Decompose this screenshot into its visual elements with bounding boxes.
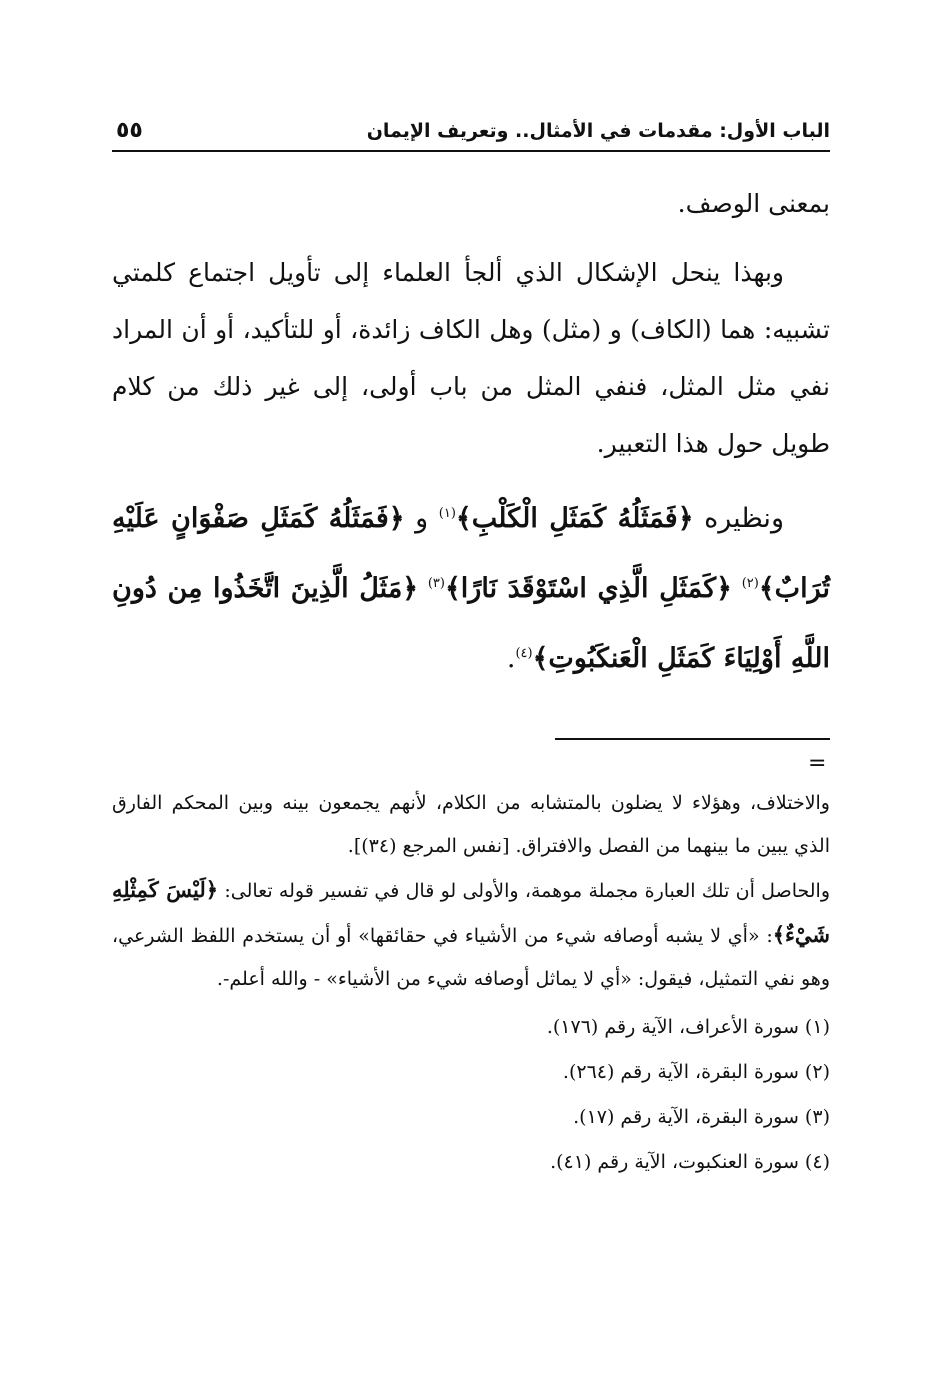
footnotes	[112, 782, 830, 1185]
footnote-continuation-mark: =	[808, 751, 827, 776]
paragraph-3-quran-examples	[112, 484, 830, 694]
paragraph-2: وبهذا ينحل الإشكال الذي ألجأ العلماء إلى تأويل اجتماع كلمتي تشبيه: هما (الكاف) و (مثل) وهل الكاف زائدة، أو للتأكيد، أو أن المراد نفي مثل المثل، فنفي المثل من باب أولى، إلى غير ذلك من كلام طويل حول هذا التعبير.	[112, 258, 830, 458]
intro-word: ونظيره	[704, 503, 784, 534]
footnote-reference: (١) سورة الأعراف، الآية رقم (١٧٦).	[546, 1016, 830, 1038]
chapter-title: الباب الأول: مقدمات في الأمثال.. وتعريف الإيمان	[366, 120, 830, 142]
quran-verse-4: ﴿مَثَلُ الَّذِينَ اتَّخَذُوا مِن دُونِ اللَّهِ أَوْلِيَاءَ كَمَثَلِ الْعَنكَبُوتِ﴾	[112, 573, 830, 674]
quran-verse-2: ﴿فَمَثَلُهُ كَمَثَلِ صَفْوَانٍ عَلَيْهِ تُرَابٌ﴾	[112, 503, 830, 604]
footnote-conclusion-intro: والحاصل أن تلك العبارة مجملة موهمة، والأولى لو قال في تفسير قوله تعالى:	[224, 880, 831, 902]
footnote-ref-3: (٣)	[427, 576, 445, 591]
quran-verse-1: ﴿فَمَثَلُهُ كَمَثَلِ الْكَلْبِ﴾	[455, 503, 694, 534]
footnote-separator	[555, 738, 830, 740]
conjunction-and: و	[415, 503, 429, 534]
footnote-ref-4: (٤)	[515, 646, 533, 661]
footnote-ref-1: (١)	[438, 506, 456, 521]
running-header	[112, 114, 830, 152]
footnote-conclusion	[112, 868, 830, 1001]
footnote-quran-verse: ﴿لَيْسَ كَمِثْلِهِ شَيْءٌ﴾	[112, 877, 830, 947]
quran-verse-3: ﴿كَمَثَلِ الَّذِي اسْتَوْقَدَ نَارًا﴾	[444, 573, 732, 604]
page-number: ٥٥	[116, 118, 143, 143]
paragraph-1: بمعنى الوصف.	[677, 189, 830, 218]
footnote-ref-2: (٢)	[741, 576, 759, 591]
footnote-conclusion-rest: : «أي لا يشبه أوصافه شيء من الأشياء في حقائقها» أو أن يستخدم اللفظ الشرعي، وهو نفي التمثيل، فيقول: «أي لا يماثل أوصافه شيء من الأشياء» - والله أعلم-.	[112, 925, 830, 990]
footnote-reference: (٢) سورة البقرة، الآية رقم (٢٦٤).	[562, 1061, 830, 1083]
footnote-reference: (٤) سورة العنكبوت، الآية رقم (٤١).	[550, 1151, 830, 1173]
footnote-references	[112, 1005, 830, 1185]
sentence-end: .	[506, 643, 516, 674]
footnote-reference: (٣) سورة البقرة، الآية رقم (١٧).	[573, 1106, 830, 1128]
footnote-continued-text: والاختلاف، وهؤلاء لا يضلون بالمتشابه من الكلام، لأنهم يجمعون بينه وبين المحكم الفارق الذي يبين ما بينهما من الفصل والافتراق. [نفس المرجع (٣٤)].	[112, 792, 830, 857]
main-text	[112, 175, 830, 694]
